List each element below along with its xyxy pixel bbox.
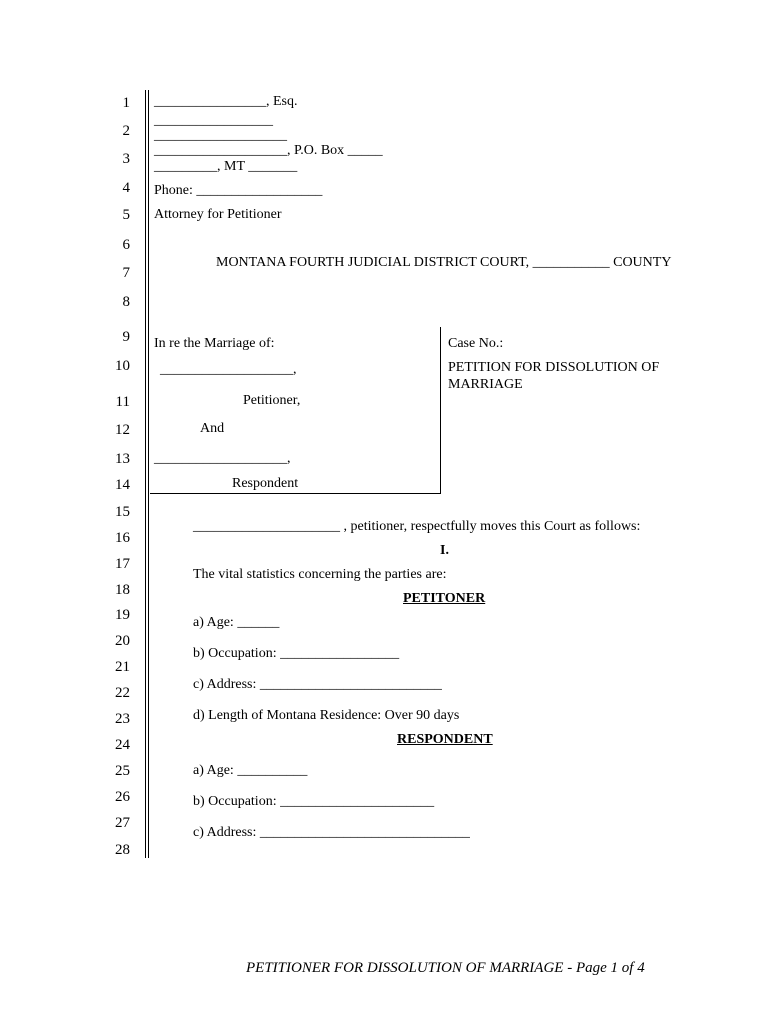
line-number: 10 [115, 358, 130, 374]
petitioner-heading: PETITONER [403, 591, 486, 606]
vital-statistics-intro: The vital statistics concerning the parties are: [193, 567, 447, 582]
petitioner-address: c) Address: __________________________ [193, 677, 442, 692]
petitioner-residence: d) Length of Montana Residence: Over 90 days [193, 708, 460, 723]
petitioner-age: a) Age: ______ [193, 615, 280, 630]
case-number-label: Case No.: [448, 336, 504, 351]
line-number: 23 [115, 711, 130, 727]
line-number: 4 [122, 180, 130, 196]
court-title: MONTANA FOURTH JUDICIAL DISTRICT COURT, ___________ COUNTY [216, 255, 672, 270]
caption-divider [440, 327, 441, 494]
line-number: 22 [115, 685, 130, 701]
line-number: 11 [115, 394, 130, 410]
line-number: 24 [115, 737, 130, 753]
attorney-phone: Phone: __________________ [154, 183, 323, 198]
line-number: 13 [115, 451, 130, 467]
line-number: 15 [115, 504, 130, 520]
caption-in-re: In re the Marriage of: [154, 336, 275, 351]
caption-respondent-blank: ___________________, [154, 451, 291, 466]
attorney-line-2a: _________________ [154, 113, 273, 128]
line-number: 1 [122, 95, 130, 111]
line-number: 20 [115, 633, 130, 649]
margin-rule-right [148, 90, 149, 858]
attorney-role: Attorney for Petitioner [154, 207, 282, 222]
page-footer: PETITIONER FOR DISSOLUTION OF MARRIAGE - Page 1 of 4 [246, 960, 645, 976]
line-number: 5 [122, 207, 130, 223]
line-number: 14 [115, 477, 130, 493]
line-number: 12 [115, 422, 130, 438]
petitioner-occupation: b) Occupation: _________________ [193, 646, 400, 661]
attorney-city: _________, MT _______ [154, 159, 298, 174]
respondent-heading: RESPONDENT [397, 732, 493, 747]
caption-respondent-label: Respondent [232, 476, 299, 491]
line-number: 25 [115, 763, 130, 779]
respondent-address: c) Address: ______________________________ [193, 825, 470, 840]
caption-petitioner-label: Petitioner, [243, 393, 301, 408]
line-number: 2 [122, 123, 130, 139]
caption-and: And [200, 421, 225, 436]
document-title-line-1: PETITION FOR DISSOLUTION OF [448, 360, 660, 375]
section-heading: I. [440, 543, 449, 558]
line-number: 6 [122, 237, 130, 253]
respondent-occupation: b) Occupation: ______________________ [193, 794, 435, 809]
line-number: 8 [122, 294, 130, 310]
line-number: 28 [115, 842, 130, 858]
line-number: 19 [115, 607, 130, 623]
line-number: 7 [122, 265, 130, 281]
respondent-age: a) Age: __________ [193, 763, 308, 778]
line-number: 16 [115, 530, 130, 546]
line-number: 26 [115, 789, 130, 805]
intro-paragraph: _____________________ , petitioner, respectfully moves this Court as follows: [193, 519, 641, 534]
margin-rule-left [145, 90, 146, 858]
line-number: 17 [115, 556, 130, 572]
attorney-po-box: ___________________, P.O. Box _____ [154, 143, 383, 158]
caption-bottom-rule [150, 493, 441, 494]
line-number: 27 [115, 815, 130, 831]
line-number: 21 [115, 659, 130, 675]
document-title-line-2: MARRIAGE [448, 377, 523, 392]
line-number: 3 [122, 151, 130, 167]
caption-petitioner-blank: ___________________, [160, 362, 297, 377]
line-number: 18 [115, 582, 130, 598]
attorney-esq: ________________, Esq. [154, 94, 298, 109]
line-number: 9 [122, 329, 130, 345]
attorney-line-2b: ___________________ [154, 128, 287, 143]
